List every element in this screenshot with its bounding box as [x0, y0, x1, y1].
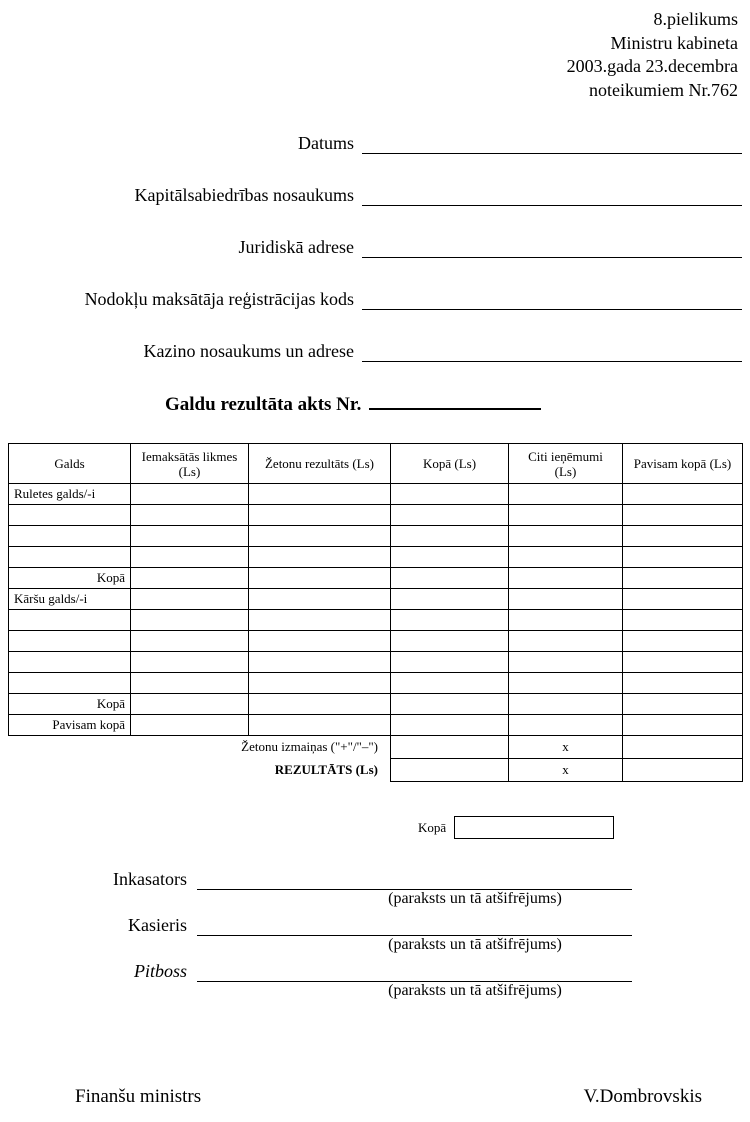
value-cell — [623, 715, 743, 736]
signature-row-pitboss — [0, 958, 750, 982]
row-label: Kopā — [9, 568, 131, 589]
field-label-adrese: Juridiskā adrese — [238, 237, 354, 257]
row-label — [9, 631, 131, 652]
table-row — [9, 547, 743, 568]
zetonu-izmainas-label: Žetonu izmaiņas ("+"/"–") — [241, 739, 378, 755]
value-cell — [249, 673, 391, 694]
field-label-registracijas-kods: Nodokļu maksātāja reģistrācijas kods — [84, 289, 354, 309]
table-row-ruletes — [9, 484, 743, 505]
field-label-datums: Datums — [298, 133, 354, 153]
signature-label-pitboss: Pitboss — [133, 961, 187, 981]
signature-line-kasieris — [197, 912, 632, 936]
value-cell — [391, 547, 509, 568]
value-cell — [509, 547, 623, 568]
signature-caption: (paraksts un tā atšifrējums) — [388, 890, 562, 907]
value-cell — [131, 505, 249, 526]
row-label — [9, 673, 131, 694]
value-cell — [131, 673, 249, 694]
table-row-ruletes-kopa — [9, 568, 743, 589]
rezultats-row — [9, 759, 743, 782]
act-number-line — [369, 392, 541, 410]
row-label — [9, 652, 131, 673]
table-row — [9, 673, 743, 694]
annex-line-2: Ministru kabineta — [610, 32, 738, 53]
value-cell — [391, 526, 509, 547]
column-header-galds: Galds — [9, 444, 131, 484]
value-cell — [623, 547, 743, 568]
value-cell — [623, 589, 743, 610]
value-cell — [391, 673, 509, 694]
column-header-iemaksatas-likmes: Iemaksātās likmes (Ls) — [131, 444, 249, 484]
value-cell — [391, 568, 509, 589]
row-label — [9, 610, 131, 631]
value-cell — [249, 652, 391, 673]
signature-label-inkasators: Inkasators — [113, 869, 187, 889]
signature-label-kasieris: Kasieris — [128, 915, 187, 935]
kopa-total-label: Kopā — [418, 819, 447, 835]
column-header-zetonu-rezultats: Žetonu rezultāts (Ls) — [249, 444, 391, 484]
value-cell — [509, 526, 623, 547]
minister-name: V.Dombrovskis — [583, 1086, 702, 1107]
value-cell — [391, 736, 509, 759]
signatures — [0, 866, 750, 1004]
value-cell — [623, 610, 743, 631]
annex-line-3: 2003.gada 23.decembra — [566, 56, 738, 76]
table-row — [9, 631, 743, 652]
row-label — [9, 547, 131, 568]
table-row — [9, 505, 743, 526]
field-row-registracijas-kods — [0, 286, 750, 310]
kopa-total — [418, 816, 614, 839]
value-cell — [509, 631, 623, 652]
value-cell — [131, 484, 249, 505]
value-cell — [391, 694, 509, 715]
row-label: Pavisam kopā — [9, 715, 131, 736]
value-cell — [509, 652, 623, 673]
annex-line-1: 8.pielikums — [653, 9, 738, 29]
table-row — [9, 652, 743, 673]
column-header-kopa: Kopā (Ls) — [391, 444, 509, 484]
column-header-citi-ienemumi: Citi ieņēmumi (Ls) — [509, 444, 623, 484]
value-cell — [249, 526, 391, 547]
annex-line-4: noteikumiem Nr.762 — [589, 79, 738, 100]
value-cell — [509, 589, 623, 610]
field-line-nosaukums — [362, 182, 742, 206]
act-title — [165, 392, 541, 416]
act-title-label: Galdu rezultāta akts Nr. — [165, 394, 362, 415]
value-cell — [249, 610, 391, 631]
value-cell — [509, 610, 623, 631]
field-row-adrese — [0, 234, 750, 258]
value-cell — [249, 568, 391, 589]
value-cell — [131, 547, 249, 568]
row-label: Ruletes galds/-i — [9, 484, 131, 505]
column-header-pavisam-kopa: Pavisam kopā (Ls) — [623, 444, 743, 484]
value-cell — [391, 715, 509, 736]
signature-caption: (paraksts un tā atšifrējums) — [388, 982, 562, 999]
value-cell — [623, 673, 743, 694]
table-header-row — [9, 444, 743, 484]
row-label: Kopā — [9, 694, 131, 715]
value-cell — [509, 505, 623, 526]
field-line-kazino — [362, 338, 742, 362]
table-row — [9, 610, 743, 631]
kopa-total-box — [454, 816, 614, 839]
value-cell — [131, 610, 249, 631]
value-cell — [391, 484, 509, 505]
value-cell — [131, 568, 249, 589]
rezultats-label: REZULTĀTS (Ls) — [274, 762, 378, 777]
value-cell — [131, 715, 249, 736]
field-line-datums — [362, 130, 742, 154]
value-cell — [249, 505, 391, 526]
row-label — [9, 526, 131, 547]
value-cell — [131, 526, 249, 547]
value-cell — [391, 610, 509, 631]
value-cell — [131, 589, 249, 610]
zetonu-izmainas-row — [9, 736, 743, 759]
annex-reference — [567, 8, 738, 102]
signature-line-pitboss — [197, 958, 632, 982]
signature-line-inkasators — [197, 866, 632, 890]
results-table — [8, 443, 743, 782]
signature-row-kasieris — [0, 912, 750, 936]
value-cell — [131, 694, 249, 715]
value-cell — [249, 631, 391, 652]
value-cell — [509, 694, 623, 715]
field-row-nosaukums — [0, 182, 750, 206]
value-cell — [623, 631, 743, 652]
value-cell — [623, 484, 743, 505]
value-cell — [623, 759, 743, 782]
field-row-kazino — [0, 338, 750, 362]
value-cell — [131, 631, 249, 652]
value-cell — [623, 526, 743, 547]
table-row — [9, 526, 743, 547]
value-cell — [509, 484, 623, 505]
value-cell — [509, 568, 623, 589]
minister-title: Finanšu ministrs — [75, 1086, 202, 1107]
form-fields — [0, 130, 750, 390]
value-cell — [623, 736, 743, 759]
value-cell — [249, 694, 391, 715]
signature-row-inkasators — [0, 866, 750, 890]
value-cell — [623, 568, 743, 589]
value-cell — [391, 505, 509, 526]
value-cell — [131, 652, 249, 673]
signature-caption: (paraksts un tā atšifrējums) — [388, 936, 562, 953]
field-line-adrese — [362, 234, 742, 258]
value-cell — [391, 652, 509, 673]
field-label-kazino: Kazino nosaukums un adrese — [143, 341, 354, 361]
table-row-karsu-kopa — [9, 694, 743, 715]
value-cell — [623, 694, 743, 715]
value-cell — [509, 715, 623, 736]
x-cell: x — [509, 759, 623, 782]
table-row-pavisam-kopa — [9, 715, 743, 736]
field-row-datums — [0, 130, 750, 154]
x-cell: x — [509, 736, 623, 759]
table-row-karsu — [9, 589, 743, 610]
field-label-nosaukums: Kapitālsabiedrības nosaukums — [134, 185, 354, 205]
value-cell — [249, 715, 391, 736]
value-cell — [249, 589, 391, 610]
value-cell — [391, 589, 509, 610]
value-cell — [623, 652, 743, 673]
value-cell — [623, 505, 743, 526]
row-label — [9, 505, 131, 526]
field-line-registracijas-kods — [362, 286, 742, 310]
value-cell — [391, 631, 509, 652]
value-cell — [249, 547, 391, 568]
value-cell — [509, 673, 623, 694]
row-label: Kāršu galds/-i — [9, 589, 131, 610]
value-cell — [249, 484, 391, 505]
value-cell — [391, 759, 509, 782]
